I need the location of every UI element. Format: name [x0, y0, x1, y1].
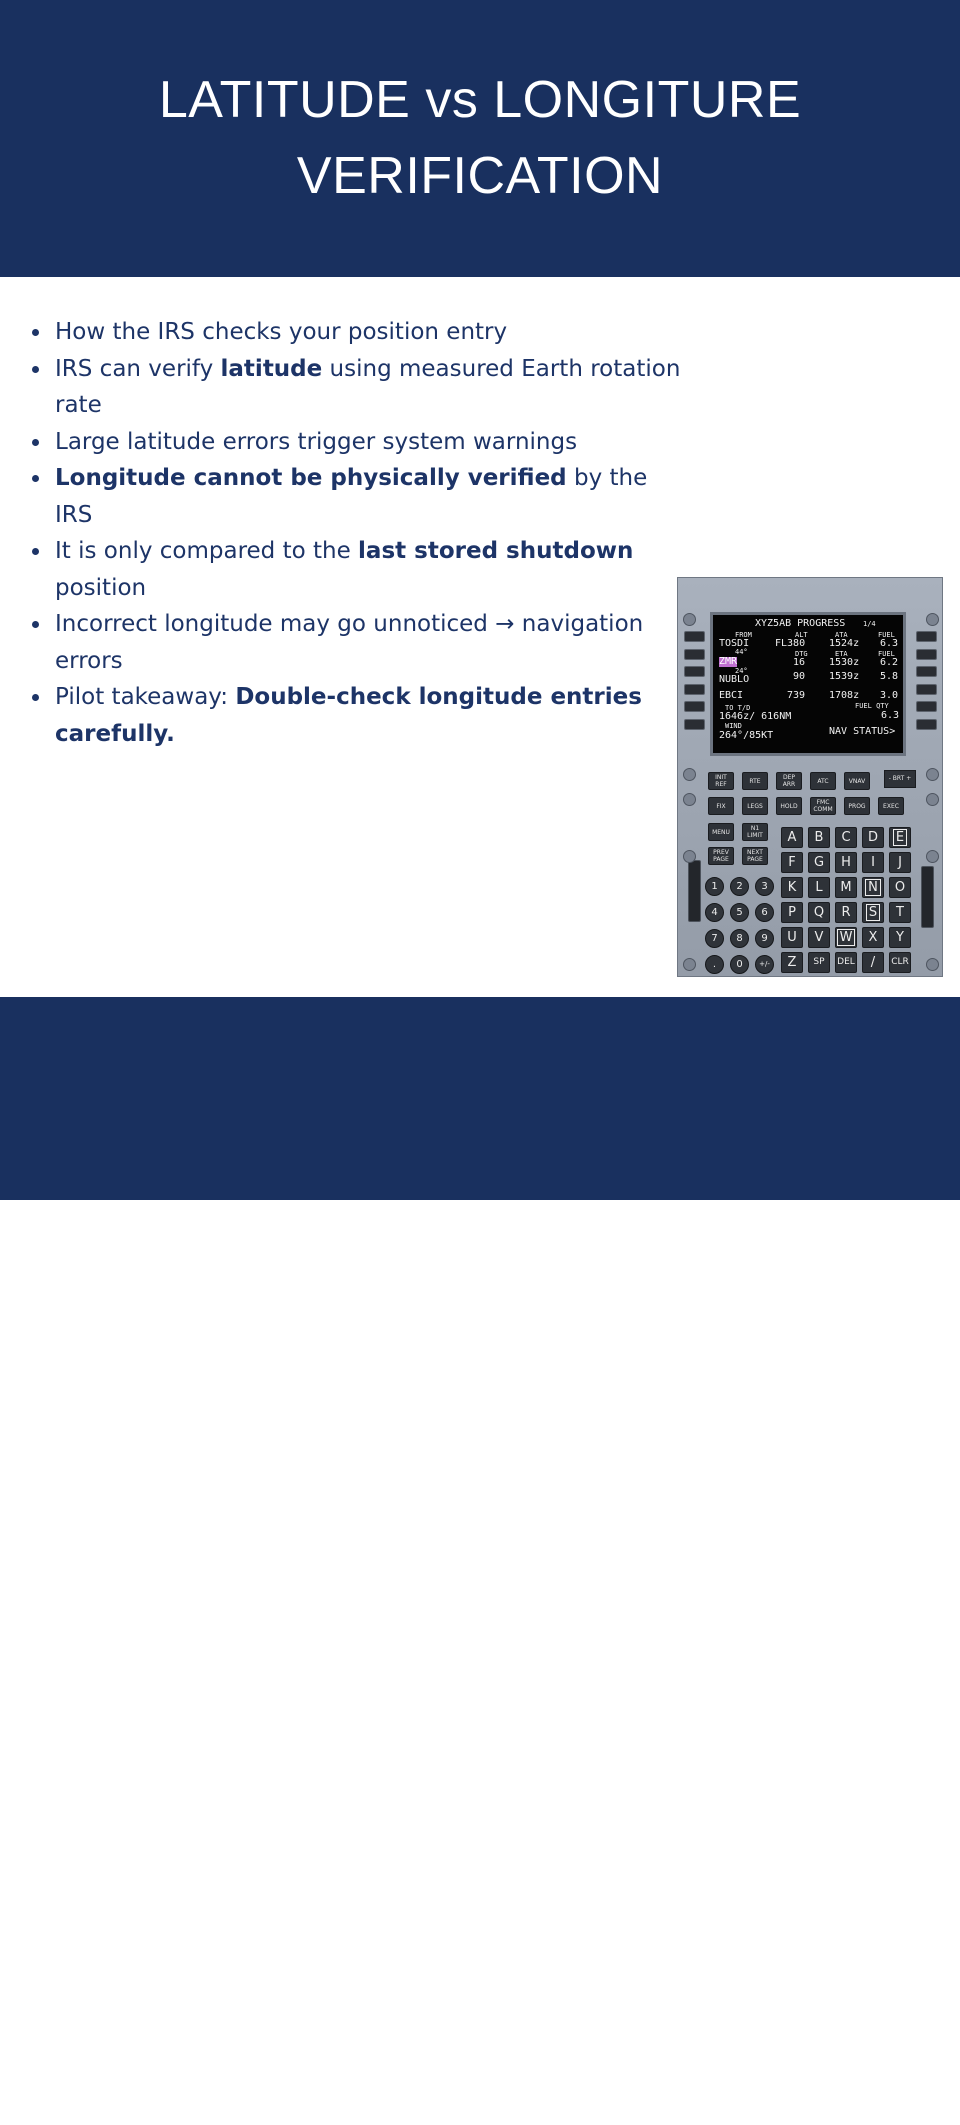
screen-value: 739 [787, 690, 806, 701]
alpha-key-h [835, 852, 857, 873]
line-select-key-right [916, 666, 937, 677]
alpha-key-y [889, 927, 911, 948]
alpha-key-del [835, 952, 857, 973]
alpha-key-o [889, 877, 911, 898]
key-label: V [814, 930, 824, 945]
function-key: LEGS [742, 797, 768, 815]
function-key: RTE [742, 772, 768, 790]
key-label: E [893, 829, 907, 846]
numeric-key: 6 [755, 903, 774, 922]
screw [926, 850, 939, 863]
screen-value: 6.3 [881, 710, 900, 721]
alpha-key-r [835, 902, 857, 923]
key-label: L [815, 880, 823, 895]
numeric-key: 2 [730, 877, 749, 896]
line-select-key-left [684, 719, 705, 730]
bullet-item: Incorrect longitude may go unnoticed → navigation errors [30, 606, 690, 679]
function-key: HOLD [776, 797, 802, 815]
screen-value: EBCI [719, 690, 744, 701]
key-label: S [866, 904, 880, 921]
screen-value: 6.2 [880, 657, 899, 668]
alpha-key-clr [889, 952, 911, 973]
alpha-key-z [781, 952, 803, 973]
screen-title: XYZ5AB PROGRESS [755, 618, 846, 629]
key-label: P [788, 905, 796, 920]
function-key: N1 LIMIT [742, 823, 768, 841]
numeric-key: 3 [755, 877, 774, 896]
screen-label: 24° [735, 667, 748, 675]
screen-value: 1524z [829, 638, 860, 649]
function-key: EXEC [878, 797, 904, 815]
numeric-key: 4 [705, 903, 724, 922]
function-key: FMC COMM [810, 797, 836, 815]
function-key: INIT REF [708, 772, 734, 790]
key-label: D [867, 830, 878, 845]
bullet-item: Longitude cannot be physically verified by the IRS [30, 460, 690, 533]
screw [683, 768, 696, 781]
screen-label: FUEL [878, 650, 895, 658]
screen-value: 264°/85KT [719, 730, 774, 741]
key-label: DEL [837, 957, 855, 967]
alpha-key-w [835, 927, 857, 948]
alpha-key-t [889, 902, 911, 923]
numeric-key: +/- [755, 955, 774, 974]
screw [926, 958, 939, 971]
key-label: U [787, 930, 797, 945]
screen-value: TOSDI [719, 638, 750, 649]
brand-logo: Aviatione X am [250, 2052, 619, 2117]
line-select-key-left [684, 666, 705, 677]
line-select-key-left [684, 684, 705, 695]
line-select-key-left [684, 631, 705, 642]
bullet-item: Large latitude errors trigger system warnings [30, 424, 690, 461]
numeric-key: . [705, 955, 724, 974]
line-select-key-right [916, 701, 937, 712]
screen-value: NUBLO [719, 674, 750, 685]
key-label: R [841, 905, 851, 920]
function-key: NEXT PAGE [742, 847, 768, 865]
speaker-grille-left [688, 860, 701, 922]
screw [683, 958, 696, 971]
alpha-key-d [862, 827, 884, 848]
numeric-key: 9 [755, 929, 774, 948]
alpha-key-p [781, 902, 803, 923]
bullet-item: IRS can verify latitude using measured Earth rotation rate [30, 351, 690, 424]
key-label: B [814, 830, 824, 845]
alpha-key-/ [862, 952, 884, 973]
screen-value: 1539z [829, 671, 860, 682]
function-key: VNAV [844, 772, 870, 790]
key-label: T [896, 905, 904, 920]
key-label: CLR [891, 957, 909, 967]
line-select-key-left [684, 701, 705, 712]
alpha-key-c [835, 827, 857, 848]
screen-label: ALT [795, 631, 808, 639]
screen-value: 1646z/ 616NM [719, 711, 792, 722]
alpha-key-f [781, 852, 803, 873]
screen-value: 5.8 [880, 671, 899, 682]
key-label: Z [787, 955, 797, 970]
speaker-grille-right [921, 866, 934, 928]
screw [926, 613, 939, 626]
key-label: Y [896, 930, 904, 945]
key-label: G [813, 855, 825, 870]
key-label: SP [813, 957, 825, 967]
page-title: LATITUDE vs LONGITURE VERIFICATION [158, 71, 802, 205]
line-select-key-right [916, 684, 937, 695]
key-label: / [870, 955, 876, 970]
alpha-key-n [862, 877, 884, 898]
key-label: M [840, 880, 852, 895]
key-label: O [894, 880, 906, 895]
key-label: Q [813, 905, 825, 920]
key-label: X [868, 930, 878, 945]
alpha-key-q [808, 902, 830, 923]
screw [926, 793, 939, 806]
alpha-key-b [808, 827, 830, 848]
function-key: PREV PAGE [708, 847, 734, 865]
screen-value: 16 [793, 657, 806, 668]
function-key: PROG [844, 797, 870, 815]
alpha-key-j [889, 852, 911, 873]
screen-label: FROM [735, 631, 752, 639]
function-key: DEP ARR [776, 772, 802, 790]
screen-label: FUEL QTY [855, 702, 889, 710]
key-label: K [787, 880, 797, 895]
screen-label: FUEL [878, 631, 895, 639]
screen-value: 1708z [829, 690, 860, 701]
screen-value: 1530z [829, 657, 860, 668]
alpha-key-sp [808, 952, 830, 973]
key-label: F [788, 855, 796, 870]
bullet-item: How the IRS checks your position entry [30, 314, 690, 351]
alpha-key-i [862, 852, 884, 873]
numeric-key: 7 [705, 929, 724, 948]
alpha-key-k [781, 877, 803, 898]
screen-value: 6.3 [880, 638, 899, 649]
alpha-key-g [808, 852, 830, 873]
brightness-key: - BRT + [884, 770, 916, 788]
alpha-key-s [862, 902, 884, 923]
key-label: I [871, 855, 875, 870]
bullet-item: It is only compared to the last stored shutdown position [30, 533, 690, 606]
screen-label: 44° [735, 648, 748, 656]
alpha-key-a [781, 827, 803, 848]
screen-label: ETA [835, 650, 848, 658]
numeric-key: 8 [730, 929, 749, 948]
screen-value-highlight: ZMR [719, 656, 738, 667]
alpha-key-e [889, 827, 911, 848]
line-select-key-right [916, 631, 937, 642]
footer-banner [0, 997, 960, 2117]
bullet-item: Pilot takeaway: Double-check longitude entries carefully. [30, 679, 690, 752]
function-key: ATC [810, 772, 836, 790]
line-select-key-right [916, 649, 937, 660]
screen-label: DTG [795, 650, 808, 658]
screen-value: 90 [793, 671, 806, 682]
screen-label: ATA [835, 631, 848, 639]
screen-value: 3.0 [880, 690, 899, 701]
function-key: MENU [708, 823, 734, 841]
cdu-screen [710, 612, 906, 756]
screw [683, 850, 696, 863]
key-label: C [841, 830, 851, 845]
screen-value: FL380 [775, 638, 806, 649]
bullet-list [30, 314, 690, 752]
screen-label: WIND [725, 722, 742, 730]
key-label: W [837, 929, 856, 946]
alpha-key-l [808, 877, 830, 898]
key-label: A [787, 830, 797, 845]
line-select-key-left [684, 649, 705, 660]
function-key: FIX [708, 797, 734, 815]
screw [683, 613, 696, 626]
fmc-cdu-image [677, 577, 943, 977]
numeric-key: 5 [730, 903, 749, 922]
numeric-key: 0 [730, 955, 749, 974]
alpha-key-x [862, 927, 884, 948]
screw [926, 768, 939, 781]
alpha-key-v [808, 927, 830, 948]
key-label: J [898, 855, 902, 870]
header-banner [0, 0, 960, 277]
line-select-key-right [916, 719, 937, 730]
numeric-key: 1 [705, 877, 724, 896]
key-label: H [841, 855, 851, 870]
screw [683, 793, 696, 806]
screen-value: NAV STATUS> [829, 726, 896, 737]
alpha-key-u [781, 927, 803, 948]
alpha-key-m [835, 877, 857, 898]
screen-label: TO T/D [725, 704, 751, 712]
key-label: N [865, 879, 881, 896]
screen-page: 1/4 [863, 620, 876, 628]
